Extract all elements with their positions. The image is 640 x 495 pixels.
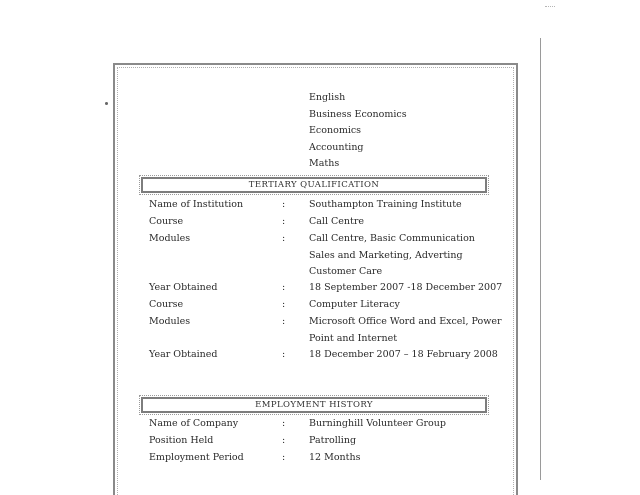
subject-business-economics: Business Economics	[309, 109, 407, 120]
separator-colon: :	[282, 199, 286, 210]
separator-colon: :	[282, 282, 286, 293]
subject-maths: Maths	[309, 158, 340, 169]
year-obtained-value: 18 September 2007 -18 December 2007	[309, 282, 503, 293]
separator-colon: :	[282, 299, 286, 310]
modules-line: Call Centre, Basic Communication	[309, 233, 475, 244]
subject-english: English	[309, 92, 346, 103]
modules-label: Modules	[149, 233, 191, 244]
course-label: Course	[149, 216, 184, 227]
tertiary-qualification-heading: TERTIARY QUALIFICATION	[141, 177, 487, 193]
company-label: Name of Company	[149, 418, 239, 429]
employment-history-heading: EMPLOYMENT HISTORY	[141, 397, 487, 413]
year-obtained-label: Year Obtained	[149, 349, 218, 360]
employment-period-label: Employment Period	[149, 452, 244, 463]
separator-colon: :	[282, 452, 286, 463]
course-label: Course	[149, 299, 184, 310]
institution-value: Southampton Training Institute	[309, 199, 462, 210]
modules-line: Point and Internet	[309, 333, 398, 344]
year-obtained-label: Year Obtained	[149, 282, 218, 293]
separator-colon: :	[282, 316, 286, 327]
course-value: Call Centre	[309, 216, 365, 227]
separator-colon: :	[282, 349, 286, 360]
year-obtained-value: 18 December 2007 – 18 February 2008	[309, 349, 498, 360]
separator-colon: :	[282, 216, 286, 227]
subject-economics: Economics	[309, 125, 362, 136]
modules-label: Modules	[149, 316, 191, 327]
modules-line: Customer Care	[309, 266, 383, 277]
subject-accounting: Accounting	[309, 142, 364, 153]
scan-edge-mark	[545, 0, 555, 7]
modules-line: Microsoft Office Word and Excel, Power	[309, 316, 502, 327]
position-value: Patrolling	[309, 435, 357, 446]
institution-label: Name of Institution	[149, 199, 244, 210]
separator-colon: :	[282, 418, 286, 429]
separator-colon: :	[282, 233, 286, 244]
employment-period-value: 12 Months	[309, 452, 361, 463]
scan-edge-line	[540, 38, 541, 480]
course-value: Computer Literacy	[309, 299, 400, 310]
separator-colon: :	[282, 435, 286, 446]
scan-speck	[105, 102, 108, 105]
modules-line: Sales and Marketing, Adverting	[309, 250, 463, 261]
position-label: Position Held	[149, 435, 214, 446]
company-value: Burninghill Volunteer Group	[309, 418, 446, 429]
